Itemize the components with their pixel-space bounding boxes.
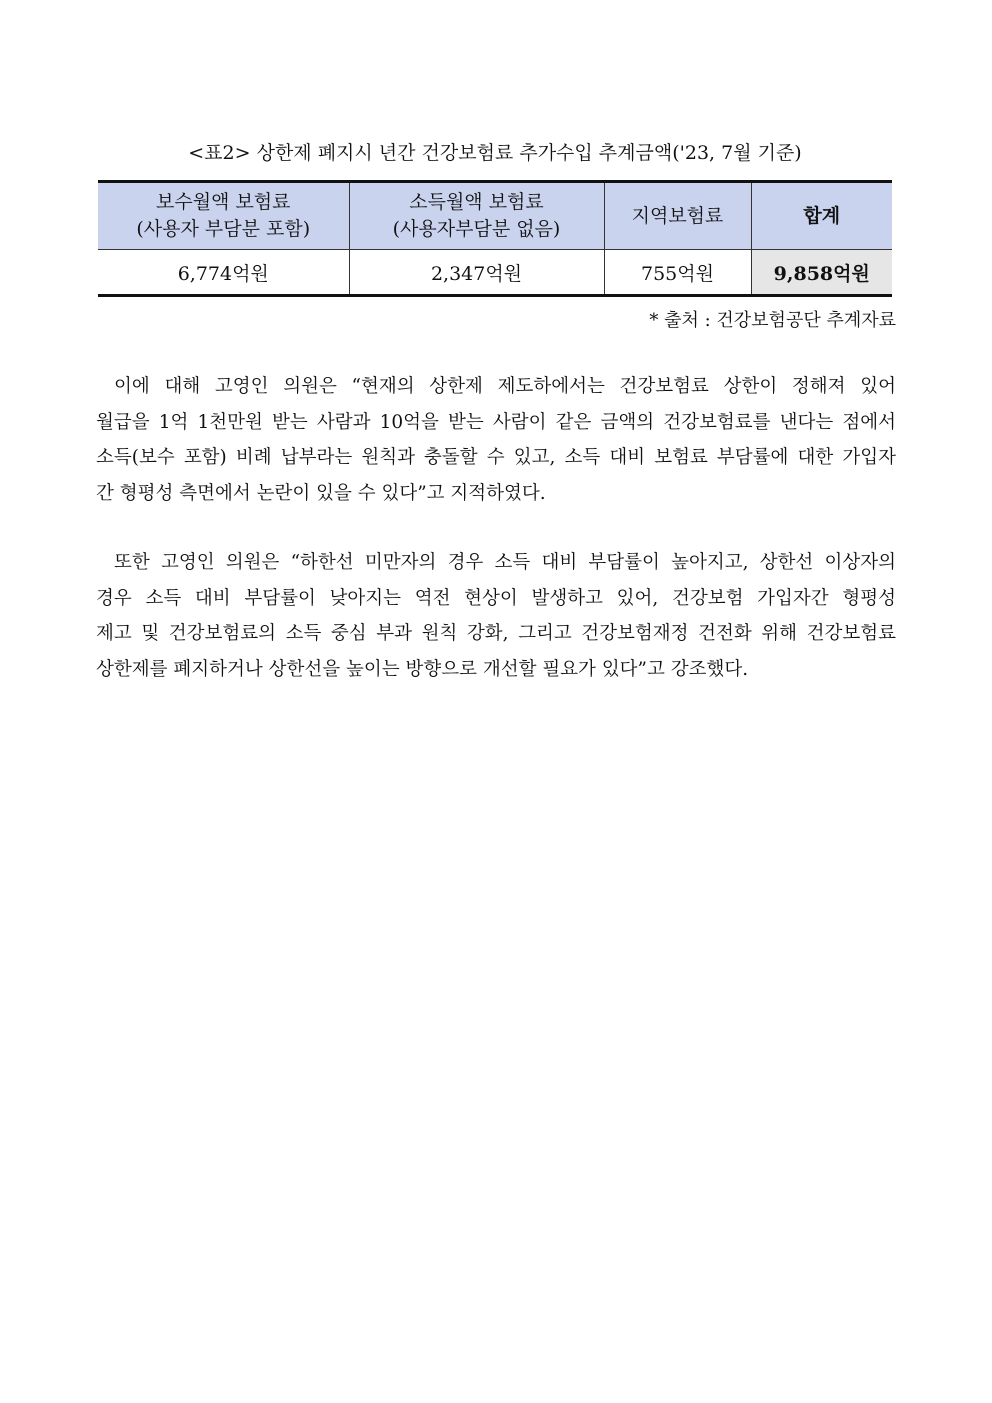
value-cell-regional-premium: 755억원: [604, 250, 751, 296]
header-line: 보수월액 보험료: [155, 191, 291, 213]
paragraph-line: 월급을 1억 1천만원 받는 사람과 10억을 받는 사람이 같은 금액의 건강보험료를 낸다는 점에서: [96, 411, 896, 433]
body-paragraph: [96, 369, 896, 511]
header-cell-regional-premium: [604, 182, 751, 250]
header-subline: (사용자부담분 없음): [392, 218, 561, 240]
table-value-row: [98, 250, 892, 296]
paragraph-line: 경우 소득 대비 부담률이 낮아지는 역전 현상이 발생하고 있어, 건강보험 가입자간 형평성: [96, 587, 896, 609]
paragraph-line: 상한제를 폐지하거나 상한선을 높이는 방향으로 개선할 필요가 있다”고 강조했다.: [96, 658, 749, 680]
table-header-row: [98, 182, 892, 250]
table-caption: <표2> 상한제 폐지시 년간 건강보험료 추가수입 추계금액('23, 7월 기준): [188, 142, 802, 164]
header-cell-salary-premium: [98, 182, 349, 250]
value-cell-income-premium: 2,347억원: [349, 250, 604, 296]
value-cell-total: 9,858억원: [751, 250, 892, 296]
header-subline: (사용자 부담분 포함): [136, 218, 311, 240]
premium-revenue-table: [98, 180, 892, 297]
paragraph-line: 간 형평성 측면에서 논란이 있을 수 있다”고 지적하였다.: [96, 482, 546, 504]
header-line: 합계: [803, 204, 841, 227]
header-line: 소득월액 보험료: [409, 191, 544, 213]
paragraph-line: 소득(보수 포함) 비례 납부라는 원칙과 충돌할 수 있고, 소득 대비 보험료 부담률에 대한 가입자: [96, 447, 896, 468]
paragraph-line: 또한 고영인 의원은 “하한선 미만자의 경우 소득 대비 부담률이 높아지고, 상한선 이상자의: [114, 552, 896, 573]
value-cell-salary-premium: 6,774억원: [98, 250, 349, 296]
paragraph-line: 제고 및 건강보험료의 소득 중심 부과 원칙 강화, 그리고 건강보험재정 건전화 위해 건강보험료: [96, 623, 896, 644]
paragraph-line: 이에 대해 고영인 의원은 “현재의 상한제 제도하에서는 건강보험료 상한이 정해져 있어: [114, 376, 896, 397]
header-cell-total: [751, 182, 892, 250]
source-note: * 출처 : 건강보험공단 추계자료: [649, 310, 896, 331]
body-paragraph: [96, 545, 896, 687]
header-cell-income-premium: [349, 182, 604, 250]
header-line: 지역보험료: [631, 204, 724, 227]
